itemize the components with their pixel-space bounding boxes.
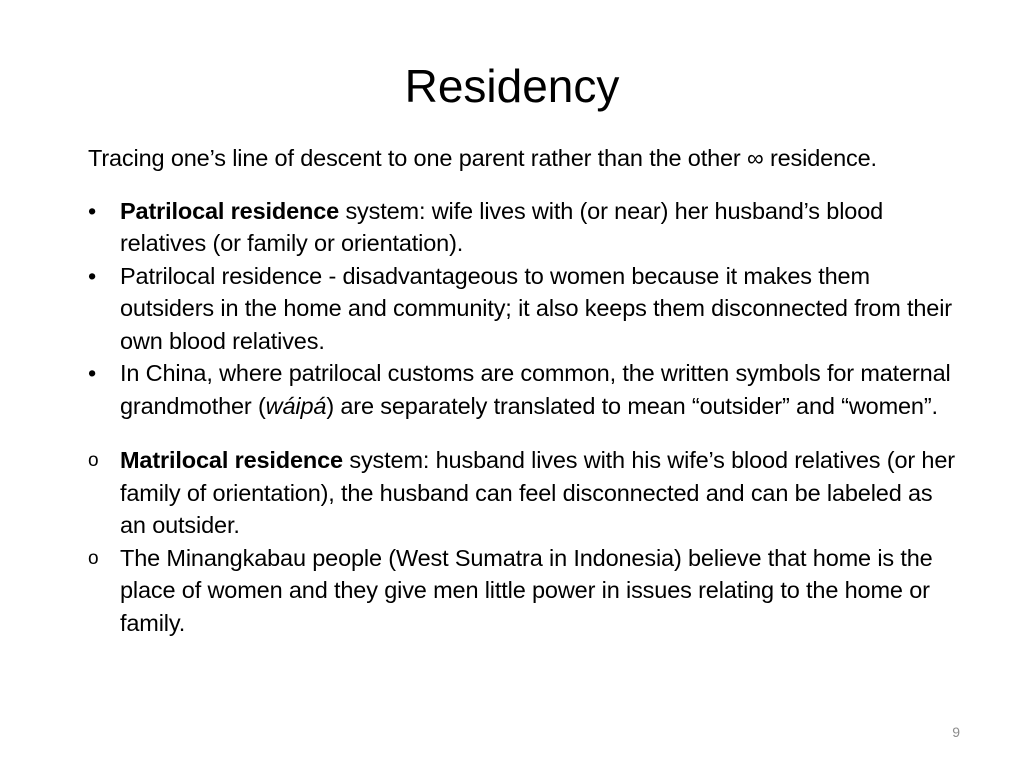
intro-paragraph: Tracing one’s line of descent to one parent rather than the other ∞ residence. [88,145,877,171]
circle-list [88,444,958,639]
item-text [120,360,951,419]
item-text: The Minangkabau people (West Sumatra in Indonesia) believe that home is the place of women and they give men little power in issues relating to the home or family. [120,544,933,636]
bold-term: Patrilocal residence [120,197,340,224]
slide-title: Residency [404,60,620,112]
item-text-rest: system: husband lives with his wife’s blood relatives (or her family of orientation), the husband can feel disconnected and can be labeled as an outsider. [120,447,955,538]
bullet-list [88,195,958,423]
circle-marker: o [88,450,99,471]
bold-term: Matrilocal residence [120,447,343,473]
item-text [120,447,955,538]
item-text-after: ) are separately translated to mean “outsider” and “women”. [326,392,938,419]
list-item [88,444,958,542]
item-text-before: In China, where patrilocal customs are common, the written symbols for maternal grandmother ( [120,360,951,419]
italic-term: wáipá [265,392,327,419]
page-number: 9 [952,724,960,740]
item-text: Patrilocal residence - disadvantageous to women because it makes them outsiders in the home and community; it also keeps them disconnected from their own blood relatives. [120,262,952,354]
bullet-marker: • [88,197,97,224]
list-item [88,195,958,260]
list-item [88,357,958,422]
bullet-marker: • [88,262,97,289]
list-item [88,260,958,358]
item-text-rest: system: wife lives with (or near) her husband’s blood relatives (or family or orientation). [120,197,884,256]
bullet-marker: • [88,360,97,386]
slide-body [88,142,958,639]
circle-marker: o [88,547,99,569]
item-text [120,198,883,257]
list-item [88,542,958,640]
